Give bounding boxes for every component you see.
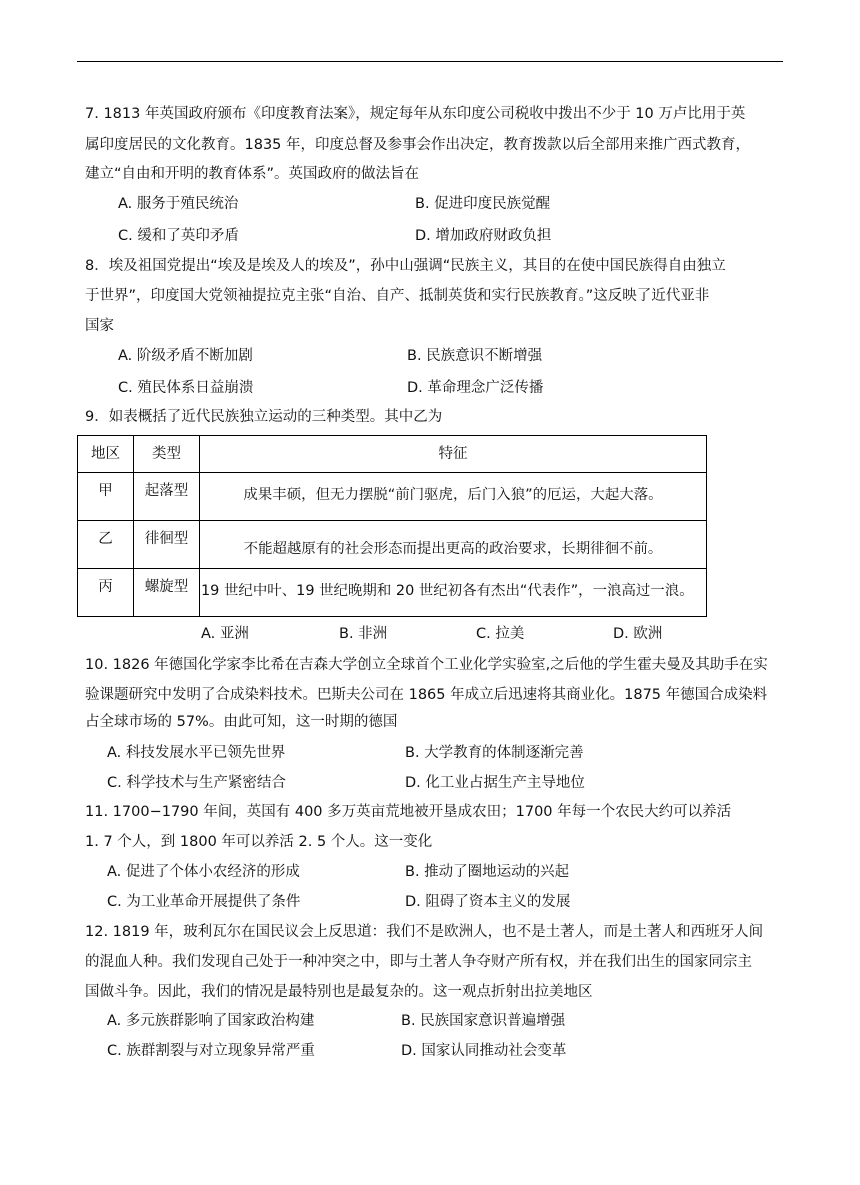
q11-line-1: 11. 1700−1790 年间，英国有 400 多万英亩荒地被开垦成农田；1700 年每一个农民大约可以养活: [85, 804, 732, 820]
q11-option-d[interactable]: D. 阻碍了资本主义的发展: [405, 894, 571, 910]
q7-option-c[interactable]: C. 缓和了英印矛盾: [118, 228, 239, 244]
table-header-cell: 特征: [200, 436, 707, 473]
table-cell: 徘徊型: [134, 521, 200, 569]
q7-option-a[interactable]: A. 服务于殖民统治: [118, 196, 239, 212]
q11-option-b[interactable]: B. 推动了圈地运动的兴起: [405, 864, 570, 880]
q7-option-d[interactable]: D. 增加政府财政负担: [415, 228, 552, 244]
q10-option-c[interactable]: C. 科学技术与生产紧密结合: [107, 775, 286, 791]
q10-line-2: 验课题研究中发明了合成染料技术。巴斯夫公司在 1865 年成立后迅速将其商业化。1875 年德国合成染料: [85, 687, 768, 703]
q12-line-3: 国做斗争。因此，我们的情况是最特别也是最复杂的。这一观点折射出拉美地区: [85, 984, 593, 1000]
header-rule: [77, 61, 783, 62]
q8-option-a[interactable]: A. 阶级矛盾不断加剧: [118, 348, 253, 364]
q7-line-2: 属印度居民的文化教育。1835 年，印度总督及参事会作出决定，教育拨款以后全部用来推广西式教育，: [85, 137, 751, 153]
q12-option-b[interactable]: B. 民族国家意识普遍增强: [401, 1013, 566, 1029]
q8-line-3: 国家: [85, 318, 114, 334]
q9-option-c[interactable]: C. 拉美: [476, 626, 525, 642]
table-cell: 丙: [78, 569, 134, 617]
table-row: [78, 473, 707, 521]
q8-option-c[interactable]: C. 殖民体系日益崩溃: [118, 380, 254, 396]
q9-table: [77, 435, 707, 617]
q9-option-b[interactable]: B. 非洲: [339, 626, 388, 642]
table-cell: 不能超越原有的社会形态而提出更高的政治要求，长期徘徊不前。: [200, 521, 707, 569]
q9-line-1: 9．如表概括了近代民族独立运动的三种类型。其中乙为: [85, 409, 443, 425]
q8-line-1: 8．埃及祖国党提出“埃及是埃及人的埃及”，孙中山强调“民族主义，其目的在使中国民族得自由独立: [85, 258, 726, 274]
table-cell: 成果丰硕，但无力摆脱“前门驱虎，后门入狼”的厄运，大起大落。: [200, 473, 707, 521]
q12-option-c[interactable]: C. 族群割裂与对立现象异常严重: [107, 1043, 315, 1059]
q10-line-1: 10. 1826 年德国化学家李比希在吉森大学创立全球首个工业化学实验室,之后他的学生霍夫曼及其助手在实: [85, 657, 768, 673]
table-cell: 起落型: [134, 473, 200, 521]
q9-option-d[interactable]: D. 欧洲: [613, 626, 663, 642]
q8-option-d[interactable]: D. 革命理念广泛传播: [407, 380, 544, 396]
table-cell: 19 世纪中叶、19 世纪晚期和 20 世纪初各有杰出“代表作”，一浪高过一浪。: [200, 569, 707, 617]
table-row: [78, 569, 707, 617]
table-header-cell: 地区: [78, 436, 134, 473]
q12-option-d[interactable]: D. 国家认同推动社会变革: [401, 1043, 567, 1059]
q10-line-3: 占全球市场的 57%。由此可知，这一时期的德国: [85, 714, 398, 730]
q11-option-c[interactable]: C. 为工业革命开展提供了条件: [107, 894, 301, 910]
q12-option-a[interactable]: A. 多元族群影响了国家政治构建: [107, 1013, 315, 1029]
table-header-row: [78, 436, 707, 473]
q7-option-b[interactable]: B. 促进印度民族觉醒: [415, 196, 551, 212]
table-cell: 螺旋型: [134, 569, 200, 617]
q8-option-b[interactable]: B. 民族意识不断增强: [407, 348, 543, 364]
table-header-cell: 类型: [134, 436, 200, 473]
table-cell: 甲: [78, 473, 134, 521]
table-row: [78, 521, 707, 569]
q8-line-2: 于世界”，印度国大党领袖提拉克主张“自治、自产、抵制英货和实行民族教育。”这反映了近代亚非: [85, 288, 710, 304]
q7-line-1: 7. 1813 年英国政府颁布《印度教育法案》，规定每年从东印度公司税收中拨出不少于 10 万卢比用于英: [85, 106, 746, 122]
q10-option-d[interactable]: D. 化工业占据生产主导地位: [405, 775, 585, 791]
q12-line-2: 的混血人种。我们发现自己处于一种冲突之中，即与土著人争夺财产所有权，并在我们出生的国家同宗主: [85, 954, 752, 970]
table-cell: 乙: [78, 521, 134, 569]
q12-line-1: 12. 1819 年，玻利瓦尔在国民议会上反思道：我们不是欧洲人，也不是土著人，而是土著人和西班牙人间: [85, 924, 764, 940]
q9-option-a[interactable]: A. 亚洲: [201, 626, 249, 642]
q11-line-2: 1. 7 个人，到 1800 年可以养活 2. 5 个人。这一变化: [85, 834, 433, 850]
q11-option-a[interactable]: A. 促进了个体小农经济的形成: [107, 864, 300, 880]
q10-option-b[interactable]: B. 大学教育的体制逐渐完善: [405, 745, 584, 761]
q7-line-3: 建立“自由和开明的教育体系”。英国政府的做法旨在: [85, 166, 420, 182]
q10-option-a[interactable]: A. 科技发展水平已领先世界: [107, 745, 286, 761]
